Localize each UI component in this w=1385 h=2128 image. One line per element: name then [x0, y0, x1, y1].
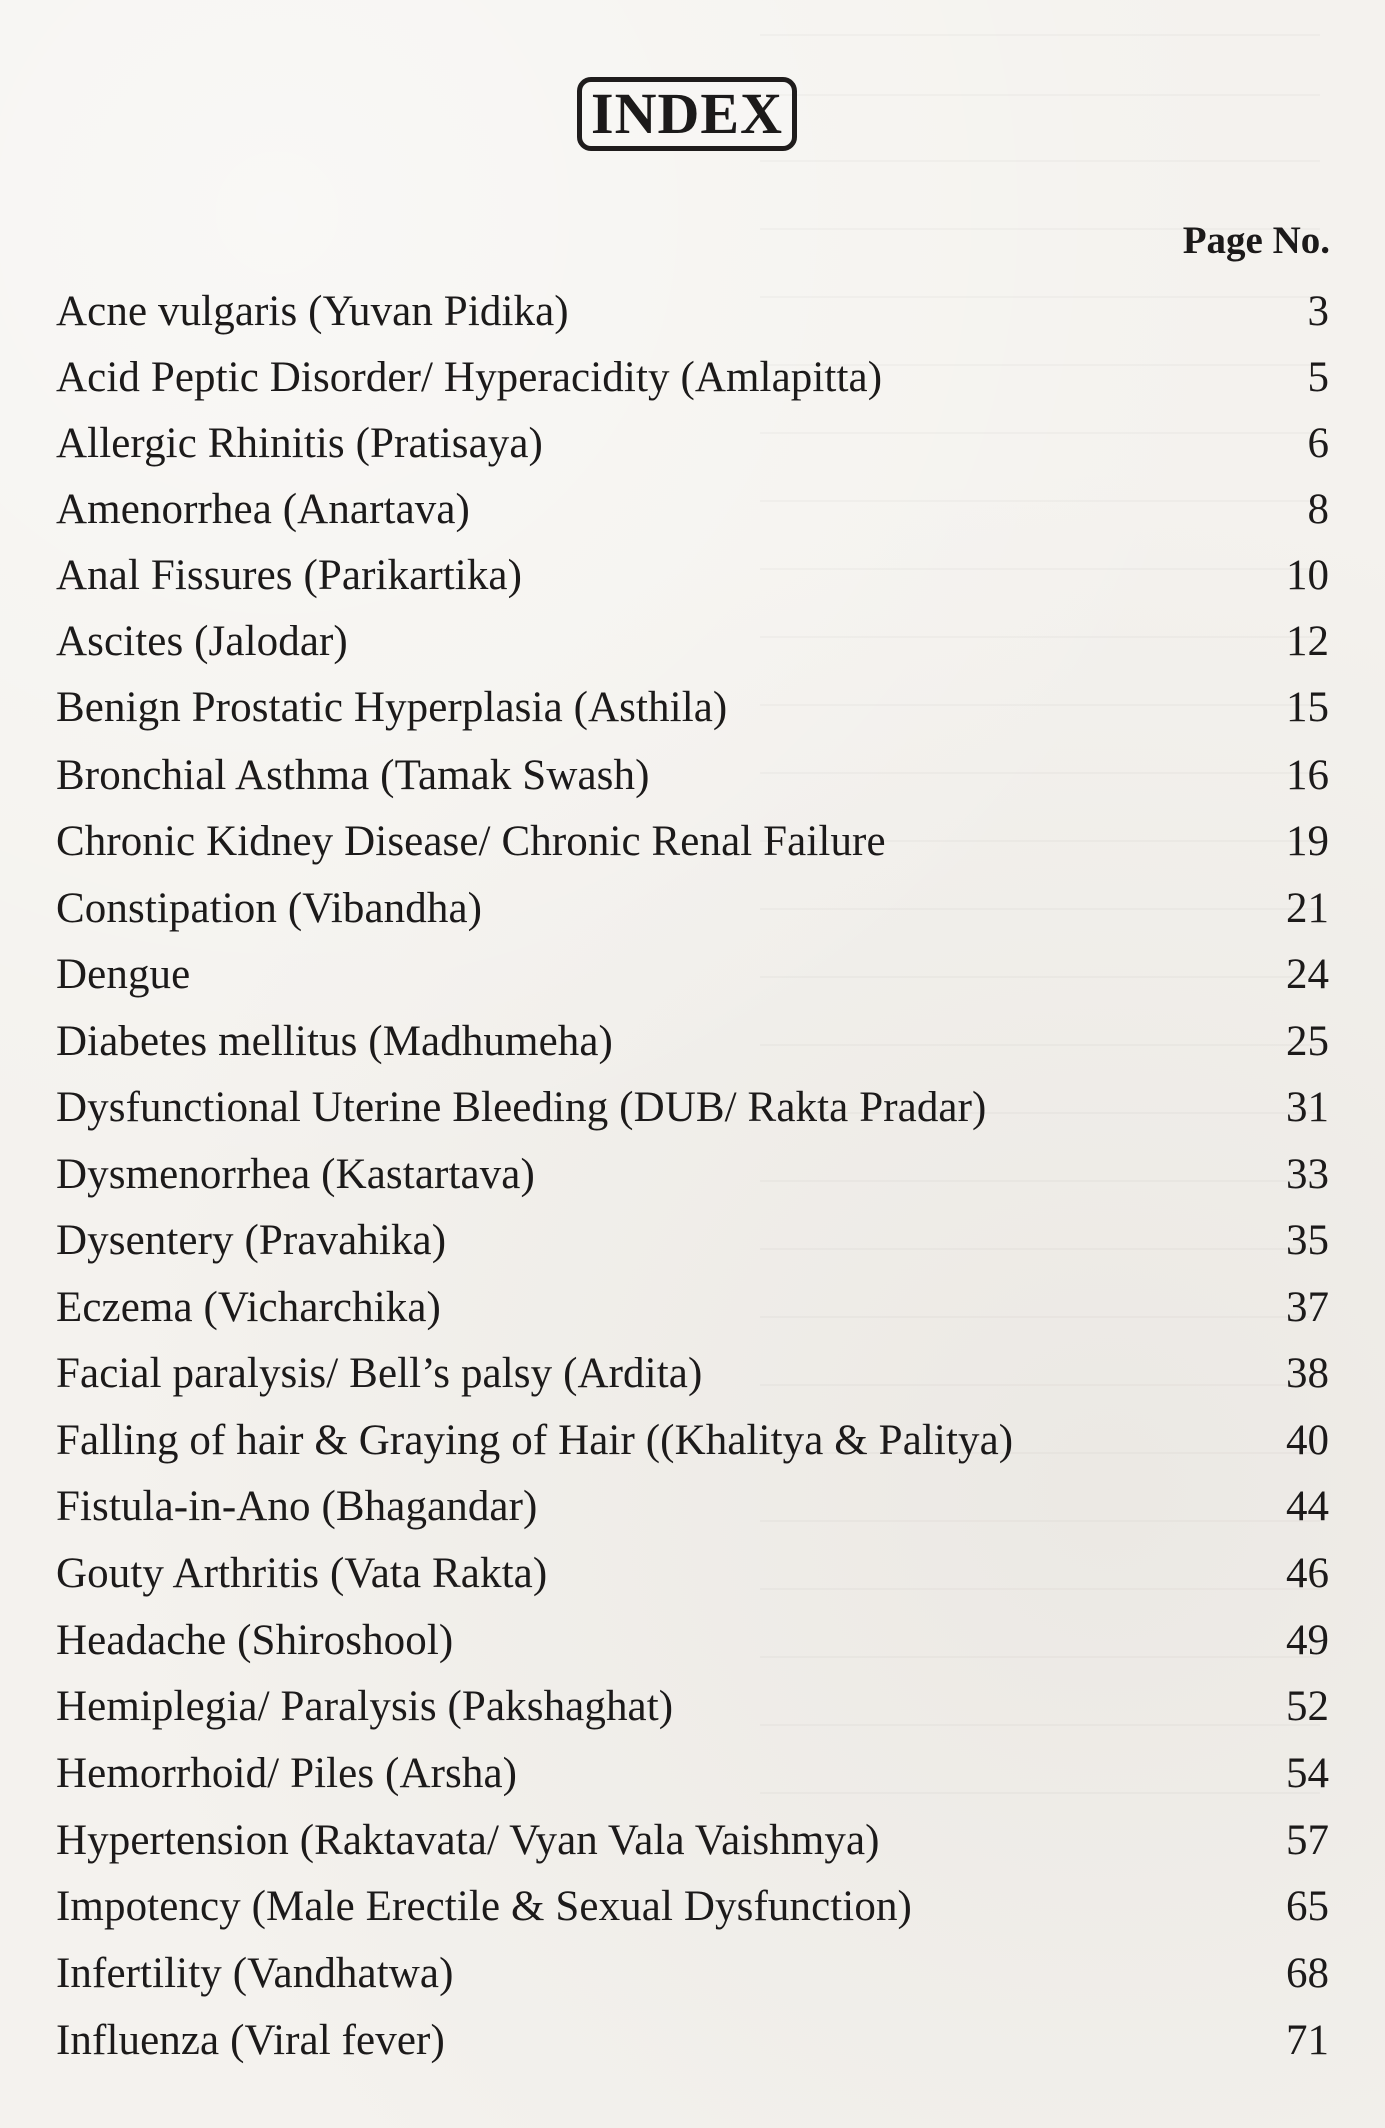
entry-title: Hemorrhoid/ Piles (Arsha): [56, 1750, 518, 1797]
entry-page: 10: [1286, 552, 1329, 599]
entry-page: 15: [1286, 684, 1329, 731]
entry-title: Benign Prostatic Hyperplasia (Asthila): [56, 684, 728, 731]
entry-page: 25: [1286, 1018, 1329, 1065]
entry-title: Falling of hair & Graying of Hair ((Khalitya & Palitya): [56, 1417, 1014, 1464]
entry-page: 6: [1307, 420, 1329, 467]
entry-page: 49: [1286, 1617, 1329, 1664]
index-entry: [56, 1744, 1329, 1804]
index-entry: [56, 1877, 1329, 1937]
entry-title: Facial paralysis/ Bell’s palsy (Ardita): [56, 1350, 703, 1397]
entry-page: 46: [1286, 1550, 1329, 1597]
entry-title: Hypertension (Raktavata/ Vyan Vala Vaishmya): [56, 1817, 880, 1864]
entry-title: Diabetes mellitus (Madhumeha): [56, 1018, 613, 1065]
entry-page: 38: [1286, 1350, 1329, 1397]
entry-title: Anal Fissures (Parikartika): [56, 552, 523, 599]
entry-page: 31: [1286, 1084, 1329, 1131]
entry-title: Amenorrhea (Anartava): [56, 486, 470, 533]
entry-title: Headache (Shiroshool): [56, 1617, 454, 1664]
entry-page: 8: [1307, 486, 1329, 533]
entry-page: 19: [1286, 818, 1329, 865]
entry-page: 33: [1286, 1151, 1329, 1198]
entry-page: 12: [1286, 618, 1329, 665]
index-entry: [56, 1278, 1329, 1338]
index-entry: [56, 282, 1329, 342]
index-entry: [56, 612, 1329, 672]
entry-title: Dengue: [56, 951, 191, 998]
entry-title: Acid Peptic Disorder/ Hyperacidity (Amlapitta): [56, 354, 883, 401]
index-entry: [56, 812, 1329, 872]
entry-title: Acne vulgaris (Yuvan Pidika): [56, 288, 569, 335]
entry-title: Dysentery (Pravahika): [56, 1217, 447, 1264]
entry-page: 21: [1286, 885, 1329, 932]
index-entry: [56, 414, 1329, 474]
index-entry: [56, 1211, 1329, 1271]
entry-title: Influenza (Viral fever): [56, 2017, 445, 2064]
entry-page: 5: [1307, 354, 1329, 401]
page-number-header: Page No.: [1182, 219, 1330, 262]
index-entry: [56, 879, 1329, 939]
entry-page: 52: [1286, 1683, 1329, 1730]
entry-page: 44: [1286, 1483, 1329, 1530]
index-entry: [56, 945, 1329, 1005]
index-entry: [56, 1811, 1329, 1871]
entry-title: Impotency (Male Erectile & Sexual Dysfunction): [56, 1883, 912, 1930]
index-entry: [56, 1677, 1329, 1737]
entry-title: Dysmenorrhea (Kastartava): [56, 1151, 535, 1198]
index-entry: [56, 480, 1329, 540]
index-entry: [56, 1944, 1329, 2004]
entry-title: Hemiplegia/ Paralysis (Pakshaghat): [56, 1683, 674, 1730]
index-entry: [56, 348, 1329, 408]
index-entry: [56, 2011, 1329, 2071]
entry-page: 37: [1286, 1284, 1329, 1331]
entry-page: 3: [1307, 288, 1329, 335]
entry-page: 40: [1286, 1417, 1329, 1464]
entry-page: 24: [1286, 951, 1329, 998]
index-entry: [56, 1078, 1329, 1138]
entry-page: 68: [1286, 1950, 1329, 1997]
entry-title: Dysfunctional Uterine Bleeding (DUB/ Rakta Pradar): [56, 1084, 987, 1131]
index-entry: [56, 1477, 1329, 1537]
index-entry: [56, 1611, 1329, 1671]
index-entry: [56, 678, 1329, 738]
index-entry: [56, 746, 1329, 806]
entry-title: Chronic Kidney Disease/ Chronic Renal Failure: [56, 818, 886, 865]
index-title: INDEX: [591, 81, 783, 146]
entry-page: 71: [1286, 2017, 1329, 2064]
entry-title: Eczema (Vicharchika): [56, 1284, 441, 1331]
index-entry: [56, 546, 1329, 606]
entry-title: Constipation (Vibandha): [56, 885, 483, 932]
entry-title: Allergic Rhinitis (Pratisaya): [56, 420, 543, 467]
entry-page: 16: [1286, 752, 1329, 799]
index-entry: [56, 1012, 1329, 1072]
entry-title: Infertility (Vandhatwa): [56, 1950, 454, 1997]
index-entry: [56, 1344, 1329, 1404]
index-entry: [56, 1544, 1329, 1604]
entry-page: 54: [1286, 1750, 1329, 1797]
entry-page: 65: [1286, 1883, 1329, 1930]
index-entry: [56, 1145, 1329, 1205]
entry-page: 57: [1286, 1817, 1329, 1864]
entry-title: Bronchial Asthma (Tamak Swash): [56, 752, 650, 799]
entry-title: Gouty Arthritis (Vata Rakta): [56, 1550, 548, 1597]
entry-page: 35: [1286, 1217, 1329, 1264]
entry-title: Ascites (Jalodar): [56, 618, 348, 665]
entry-title: Fistula-in-Ano (Bhagandar): [56, 1483, 538, 1530]
index-entry: [56, 1411, 1329, 1471]
